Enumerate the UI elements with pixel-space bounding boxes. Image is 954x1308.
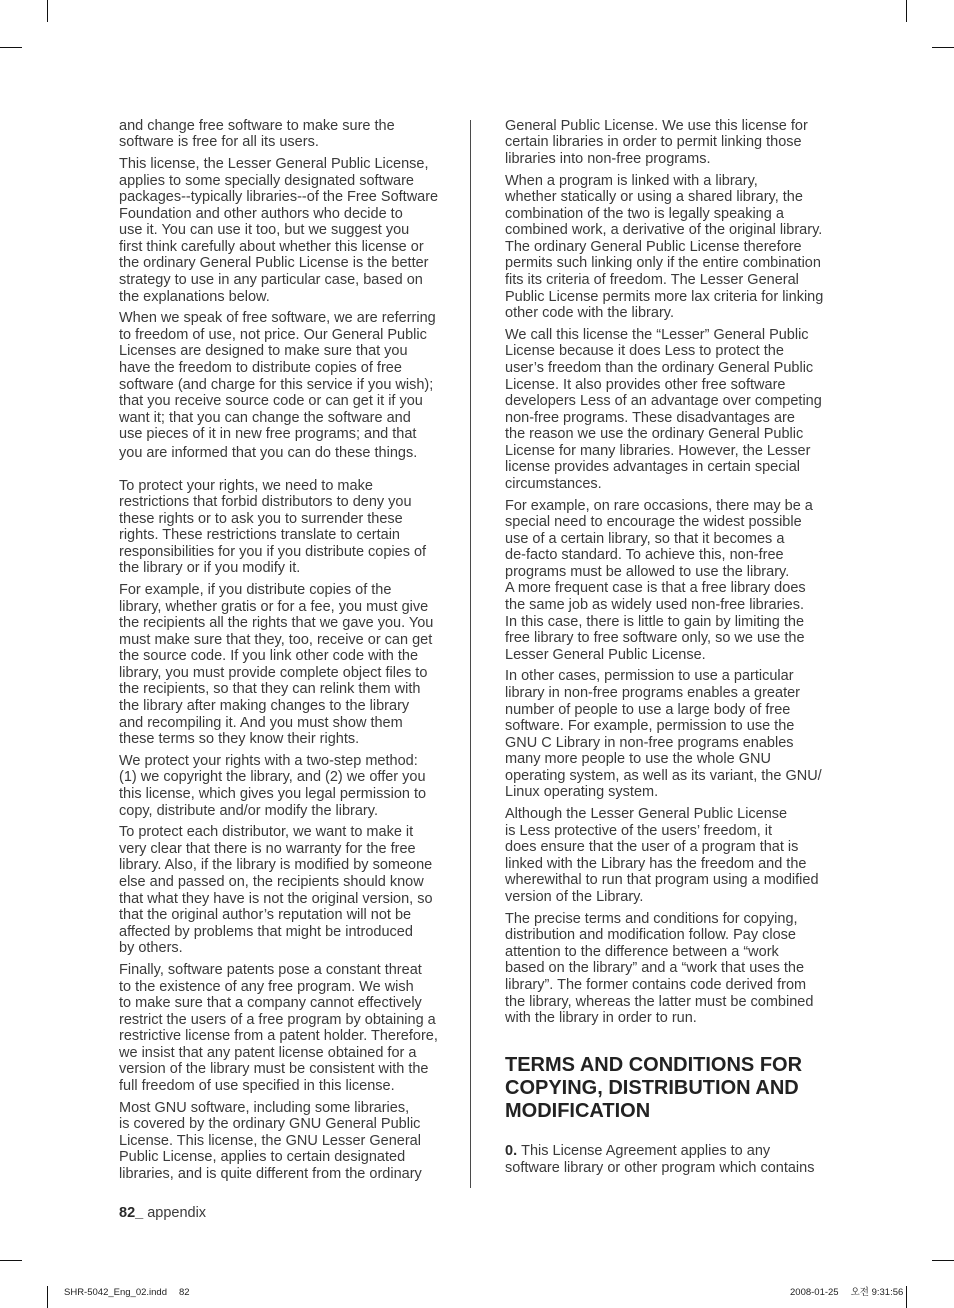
text-line: When we speak of free software, we are referring [119,310,436,327]
crop-mark-top-right-vertical [906,0,907,22]
slug-file-name: SHR-5042_Eng_02.indd [64,1287,167,1298]
crop-mark-bottom-right-vertical [906,1286,907,1308]
text-line: We call this license the “Lesser” General Public [505,326,809,343]
text-line: License because it does Less to protect the [505,343,784,360]
text-line: distribution and modification follow. Pay close [505,927,796,944]
license-clause [505,1143,835,1176]
slug-time: 오전 9:31:56 [850,1287,904,1298]
text-line: and recompiling it. And you must show them [119,714,403,731]
text-line: Most GNU software, including some libraries, [119,1099,410,1116]
text-line: that what they have is not the original version, so [119,890,433,907]
crop-mark-top-right-horizontal [932,47,954,48]
text-line: libraries into non-free programs. [505,150,711,167]
text-line: A more frequent case is that a free library does [505,580,806,597]
text-line: the library after making changes to the library [119,698,410,714]
text-line: the library or if you modify it. [119,560,301,577]
text-line: use it. You can use it too, but we suggest you [119,222,410,239]
right-column [505,118,835,1177]
text-line: to make sure that a company cannot effectively [119,995,422,1012]
text-line: rights. These restrictions translate to certain [119,527,400,544]
text-line: free library to free software only, so we use the [505,630,805,647]
clause-text: This License Agreement applies to any [521,1143,771,1160]
text-line: very clear that there is no warranty for the free [119,840,416,857]
text-line: version of the library must be consistent with the [119,1061,429,1078]
text-line: Linux operating system. [505,784,659,801]
text-line: the reason we use the ordinary General Public [505,426,804,443]
text-line: circumstances. [505,475,602,492]
paragraph [119,962,449,1095]
text-line: the same job as widely used non-free libraries. [505,597,805,613]
text-line: Finally, software patents pose a constant threat [119,962,422,978]
text-line: License for many libraries. However, the Lesser [505,442,811,459]
crop-mark-top-left-horizontal [0,47,22,48]
text-line: developers Less of an advantage over competing [505,393,822,410]
text-line: version of the Library. [505,888,644,905]
text-line: permits such linking only if the entire combination [505,255,821,272]
text-line: other code with the library. [505,305,674,322]
text-line: (1) we copyright the library, and (2) we offer you [119,769,426,786]
paragraph [119,824,449,957]
text-line: License. It also provides other free software [505,376,786,393]
text-line: software is free for all its users. [119,134,319,151]
text-line: must make sure that they, too, receive or can get [119,631,433,648]
text-line: use of a certain library, so that it becomes a [505,530,785,547]
slug-timestamp [790,1287,903,1299]
text-line: attention to the difference between a “work [505,943,779,960]
text-line: programs must be allowed to use the library. [505,563,790,580]
text-line: does ensure that the user of a program that is [505,839,799,856]
text-line: For example, on rare occasions, there may be a [505,497,813,514]
heading-line: TERMS AND CONDITIONS FOR [505,1054,803,1077]
page-footer [119,1205,206,1222]
paragraph [505,327,835,493]
paragraph [119,310,449,462]
paragraph [119,1100,449,1183]
text-line: applies to some specially designated software [119,172,414,189]
slug-date: 2008-01-25 [790,1287,839,1298]
text-line: based on the library” and a “work that uses the [505,960,805,977]
text-line: packages--typically libraries--of the Free Software [119,189,439,206]
text-line: copy, distribute and/or modify the library. [119,802,378,819]
text-line: want it; that you can change the software and [119,409,411,426]
text-line: affected by problems that might be introduced [119,923,413,940]
crop-mark-bottom-right-horizontal [932,1260,954,1261]
text-line: you are informed that you can do these things. [119,445,418,462]
text-line: library, whether gratis or for a fee, you must give [119,598,429,615]
text-line: de-facto standard. To achieve this, non-free [505,547,784,564]
text-line: combination of the two is legally speaking a [505,205,784,222]
text-line: The precise terms and conditions for copying, [505,910,798,927]
slug-file-info [64,1287,190,1299]
text-line: these rights or to ask you to surrender these [119,510,403,527]
heading-line: COPYING, DISTRIBUTION AND [505,1077,799,1100]
text-line: We protect your rights with a two-step method: [119,752,418,769]
text-line: certain libraries in order to permit linking those [505,134,802,151]
text-line: Public License, applies to certain designated [119,1149,406,1166]
paragraph [119,156,449,305]
paragraph [119,582,449,748]
text-line: This license, the Lesser General Public License, [119,156,429,172]
text-line: special need to encourage the widest possible [505,514,802,531]
text-line: the ordinary General Public License is the better [119,255,429,272]
text-line: libraries, and is quite different from the ordinary [119,1165,422,1182]
paragraph [505,498,835,664]
text-line: first think carefully about whether this license or [119,238,424,255]
text-line: For example, if you distribute copies of the [119,582,392,599]
text-line: else and passed on, the recipients should know [119,874,424,890]
text-line: Although the Lesser General Public License [505,806,788,823]
text-line: GNU C Library in non-free programs enables [505,734,794,751]
text-line: operating system, as well as its variant, the GNU/ [505,767,822,784]
paragraph [119,753,449,819]
text-line: software (and charge for this service if you wish); [119,376,434,393]
text-line: Foundation and other authors who decide to [119,205,403,222]
text-line: that you receive source code or can get it if you [119,393,423,410]
text-line: restrictions that forbid distributors to deny you [119,494,412,511]
column-divider [470,120,471,1188]
page-number: 82_ [119,1204,144,1221]
text-line: library”. The former contains code derived from [505,976,807,993]
left-column [119,118,449,1188]
text-line: with the library in order to run. [505,1010,697,1027]
paragraph-list [505,118,835,1027]
text-line: number of people to use a large body of free [505,701,791,718]
text-line: To protect each distributor, we want to make it [119,824,414,841]
text-line: the recipients all the rights that we gave you. You [119,615,434,632]
text-line: these terms so they know their rights. [119,731,360,748]
crop-mark-top-left-vertical [47,0,48,22]
paragraph [505,911,835,1027]
crop-mark-bottom-left-vertical [47,1286,48,1308]
text-line: have the freedom to distribute copies of free [119,359,402,376]
slug-page: 82 [179,1287,190,1298]
text-line: restrictive license from a patent holder. Therefore, [119,1028,438,1045]
text-line: fits its criteria of freedom. The Lesser General [505,271,799,288]
text-line: use pieces of it in new free programs; and that [119,426,417,443]
text-line: Public License permits more lax criteria for linking [505,288,824,305]
text-line: is covered by the ordinary GNU General Public [119,1116,421,1133]
paragraph [505,173,835,322]
section-heading [505,1054,835,1123]
text-line: library in non-free programs enables a greater [505,685,800,701]
text-line: the library, whereas the latter must be combined [505,993,814,1010]
text-line: When a program is linked with a library, [505,172,758,189]
text-line: strategy to use in any particular case, based on [119,271,423,288]
text-line: combined work, a derivative of the original library. [505,222,823,239]
paragraph [119,118,449,151]
text-line: responsibilities for you if you distribute copies of [119,543,427,560]
text-line: wherewithal to run that program using a modified [505,872,819,889]
text-line: license provides advantages in certain special [505,459,801,476]
section-name: appendix [147,1204,207,1221]
text-line: In this case, there is little to gain by limiting the [505,613,805,630]
text-line: restrict the users of a free program by obtaining a [119,1011,436,1028]
text-line: To protect your rights, we need to make [119,477,373,494]
text-line: In other cases, permission to use a particular [505,668,794,685]
paragraph [505,668,835,801]
paragraph [505,118,835,168]
clause-number: 0. [505,1143,518,1160]
text-line: user’s freedom than the ordinary General Public [505,359,814,376]
text-line: this license, which gives you legal permission to [119,786,427,802]
text-line: to freedom of use, not price. Our General Public [119,326,427,343]
text-line: we insist that any patent license obtained for a [119,1044,417,1061]
text-line: software library or other program which contains [505,1159,815,1176]
text-line: License. This license, the GNU Lesser General [119,1132,421,1149]
text-line: full freedom of use specified in this license. [119,1077,395,1094]
text-line: by others. [119,940,183,957]
text-line: software. For example, permission to use the [505,718,795,735]
text-line: the recipients, so that they can relink them with [119,681,421,698]
text-line: the explanations below. [119,288,270,305]
crop-mark-bottom-left-horizontal [0,1260,22,1261]
text-line: Licenses are designed to make sure that you [119,343,408,360]
text-line: and change free software to make sure the [119,117,395,134]
text-line [505,1143,835,1160]
text-line: library, you must provide complete object files to [119,664,428,681]
text-line: is Less protective of the users’ freedom, it [505,822,773,839]
text-line: that the original author’s reputation will not be [119,907,412,924]
text-line: The ordinary General Public License therefore [505,238,802,255]
text-line: General Public License. We use this license for [505,117,808,134]
text-line: many more people to use the whole GNU [505,751,771,768]
heading-line: MODIFICATION [505,1100,651,1123]
text-line: Lesser General Public License. [505,646,706,663]
paragraph [505,806,835,905]
text-line: linked with the Library has the freedom and the [505,855,807,872]
text-line: the source code. If you link other code with the [119,648,419,665]
text-line: non-free programs. These disadvantages are [505,409,795,426]
text-line: to the existence of any free program. We wish [119,978,414,995]
text-line: library. Also, if the library is modified by someone [119,857,433,874]
text-line: whether statically or using a shared library, the [505,189,803,206]
paragraph [119,478,449,577]
paragraph-list [119,118,449,1183]
